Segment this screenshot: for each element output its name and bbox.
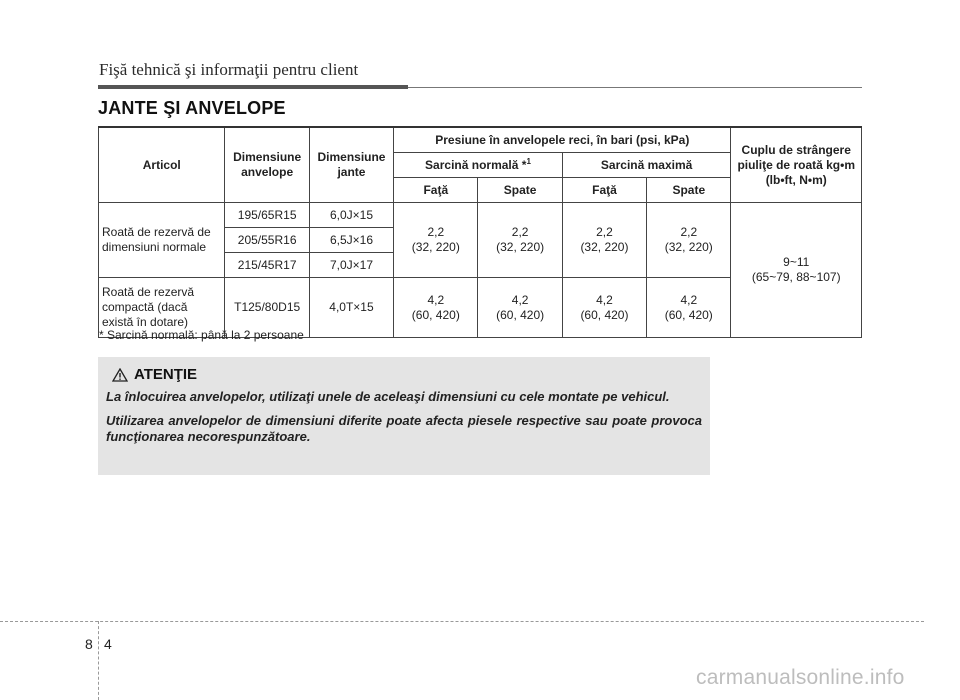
col-header-torque: Cuplu de strângere piuliţe de roată kg•m (lb•ft, N•m) [731, 127, 862, 203]
col-header-normal-rear: Spate [478, 178, 562, 203]
pressure-bar: 2,2 [511, 225, 529, 239]
col-header-item: Articol [99, 127, 225, 203]
cell-wheel-size: 4,0T×15 [309, 278, 393, 338]
caution-header [112, 366, 197, 383]
torque-lbft-nm: (65~79, 88~107) [751, 270, 841, 284]
caution-paragraph: La înlocuirea anvelopelor, utilizaţi unele de aceleaşi dimensiuni cu cele montate pe vehicul. [106, 389, 670, 404]
torque-kgm: 9~11 [783, 255, 810, 269]
col-header-pressure: Presiune în anvelopele reci, în bari (psi, kPa) [394, 127, 731, 153]
pressure-bar: 4,2 [427, 292, 445, 307]
col-header-normal-front: Faţă [394, 178, 478, 203]
footer-rule [0, 621, 924, 622]
pressure-psi-kpa: (32, 220) [580, 240, 629, 254]
warning-triangle-icon [112, 368, 128, 382]
pressure-psi-kpa: (32, 220) [496, 240, 545, 254]
section-title: JANTE ŞI ANVELOPE [98, 98, 286, 118]
cell-wheel-size: 7,0J×17 [309, 253, 393, 278]
pressure-bar: 4,2 [596, 292, 613, 307]
pressure-psi-kpa: (60, 420) [664, 307, 713, 322]
col-header-wheel-size: Dimensiune jante [309, 127, 393, 203]
normal-load-label: Sarcină normală * [425, 157, 527, 172]
page-section-number: 8 [85, 636, 93, 652]
pressure-psi-kpa: (60, 420) [411, 307, 460, 322]
cell-tire-size: T125/80D15 [225, 278, 309, 338]
col-header-tire-size: Dimensiune anvelope [225, 127, 309, 203]
cell-pressure-max-front [562, 278, 646, 338]
watermark: carmanualsonline.info [696, 666, 905, 689]
table-row [99, 203, 862, 228]
caution-box [98, 357, 710, 475]
pressure-psi-kpa: (60, 420) [496, 307, 545, 322]
cell-pressure-normal-rear [478, 203, 562, 278]
pressure-bar: 2,2 [680, 225, 698, 239]
cell-torque [731, 203, 862, 338]
col-header-normal-load [394, 153, 563, 178]
cell-wheel-size: 6,0J×15 [309, 203, 393, 228]
header-rule-thin [408, 87, 862, 88]
pressure-bar: 2,2 [596, 225, 613, 239]
cell-pressure-max-rear [647, 203, 731, 278]
header-rule-thick [98, 85, 408, 89]
pressure-psi-kpa: (32, 220) [664, 240, 713, 254]
page-number: 4 [104, 636, 112, 652]
cell-tire-size: 205/55R16 [225, 228, 309, 253]
row-label-compact: Roată de rezervă compactă (dacă există în dotare) [99, 278, 225, 338]
col-header-max-load: Sarcină maximă [562, 153, 731, 178]
running-header: Fişă tehnică şi informaţii pentru client [99, 60, 359, 79]
tire-spec-table [98, 126, 862, 338]
pressure-bar: 4,2 [680, 292, 698, 307]
pressure-bar: 4,2 [511, 292, 529, 307]
caution-paragraph: Utilizarea anvelopelor de dimensiuni diferite poate afecta piesele respective sau poate provoca funcţionarea necorespunzătoare. [106, 413, 702, 444]
pressure-bar: 2,2 [427, 225, 445, 239]
cell-pressure-max-rear [647, 278, 731, 338]
cell-tire-size: 215/45R17 [225, 253, 309, 278]
cell-pressure-normal-rear [478, 278, 562, 338]
col-header-max-rear: Spate [647, 178, 731, 203]
caution-title: ATENŢIE [134, 366, 198, 383]
pressure-psi-kpa: (60, 420) [580, 307, 629, 322]
cell-tire-size: 195/65R15 [225, 203, 309, 228]
cell-pressure-normal-front [394, 278, 478, 338]
footnote-mark: 1 [526, 156, 531, 166]
pressure-psi-kpa: (32, 220) [411, 240, 460, 254]
caution-text [106, 389, 702, 453]
row-label-full-size: Roată de rezervă de dimensiuni normale [99, 203, 225, 278]
cell-wheel-size: 6,5J×16 [309, 228, 393, 253]
cell-pressure-max-front [562, 203, 646, 278]
col-header-max-front: Faţă [562, 178, 646, 203]
footnote: * Sarcină normală: până la 2 persoane [99, 328, 304, 342]
footer-divider [98, 621, 99, 700]
cell-pressure-normal-front [394, 203, 478, 278]
